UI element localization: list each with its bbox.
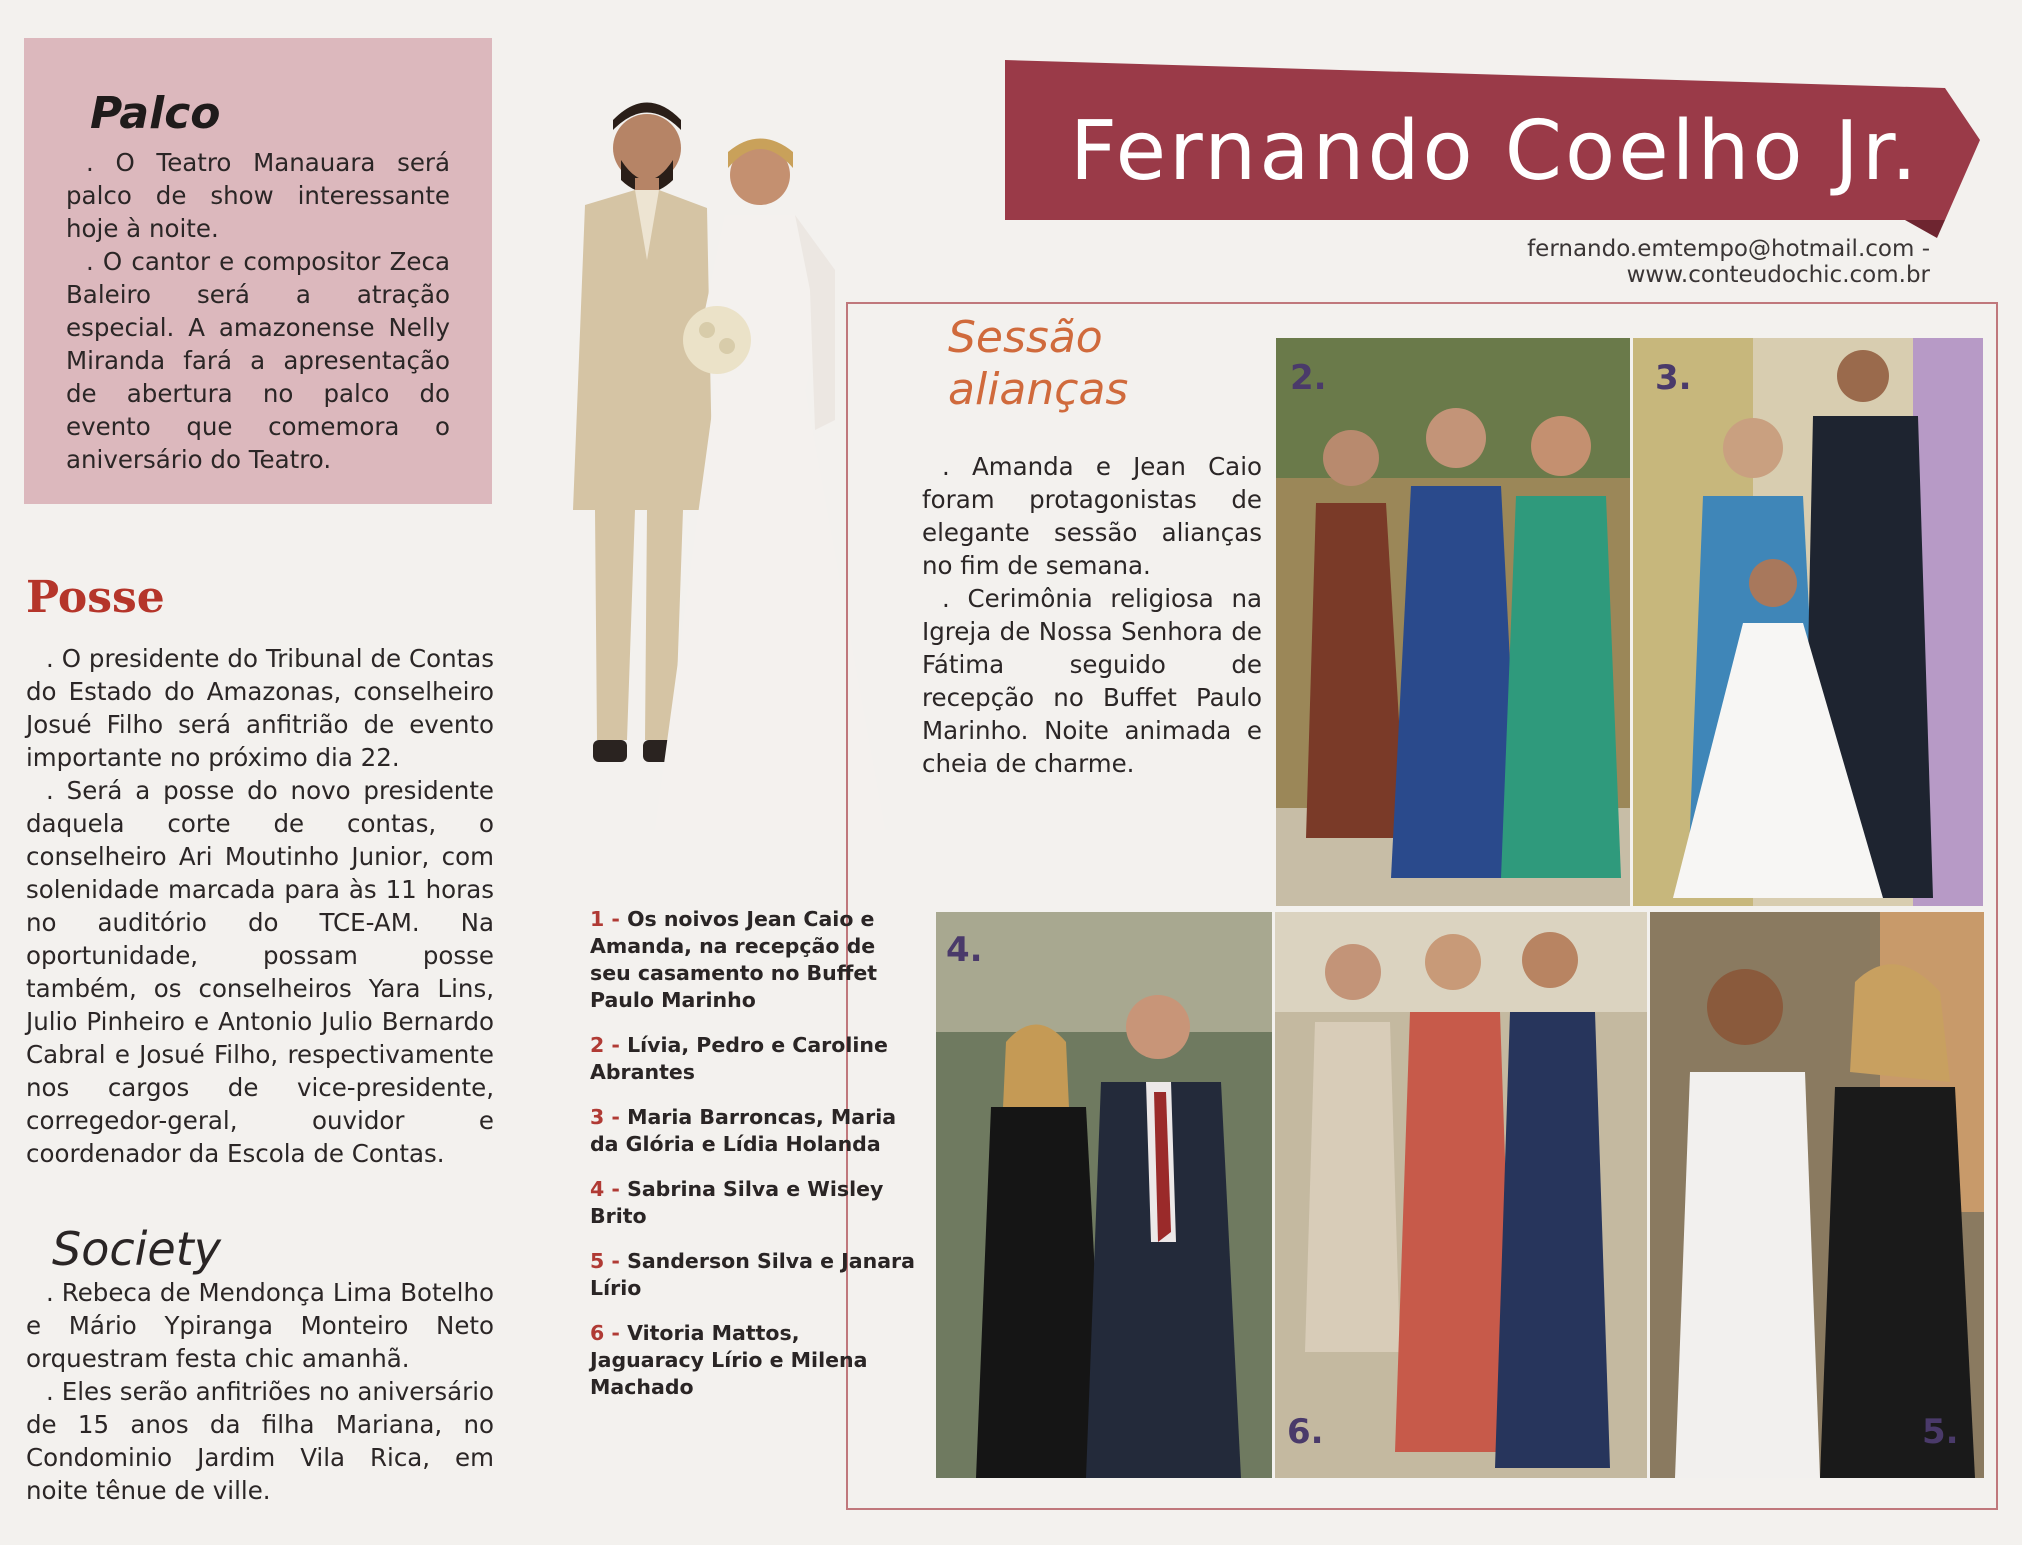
photo-number-4: 4. [946, 930, 983, 970]
caption-5: 5 - Sanderson Silva e Janara Lírio [590, 1249, 915, 1300]
photo-number-2: 2. [1290, 358, 1327, 398]
sessao-heading [948, 312, 1128, 416]
posse-text [26, 642, 494, 1170]
caption-6-text: Vitoria Mattos, Jaguaracy Lírio e Milena Machado [590, 1321, 868, 1399]
photo-number-3: 3. [1655, 358, 1692, 398]
society-paragraph-2: . Eles serão anfitriões no aniversário de 15 anos da filha Mariana, no Condominio Jardim Vila Rica, em noite tênue de ville. [26, 1377, 494, 1505]
society-paragraph-1: . Rebeca de Mendonça Lima Botelho e Mário Ypiranga Monteiro Neto orquestram festa chic amanhã. [26, 1278, 494, 1373]
sessao-heading-line-1: Sessão [948, 312, 1103, 363]
photo-captions [590, 906, 920, 1419]
caption-6-number: 6 [590, 1321, 605, 1345]
caption-4-text: Sabrina Silva e Wisley Brito [590, 1177, 884, 1228]
contact-line: fernando.emtempo@hotmail.com - www.conteudochic.com.br [1527, 236, 1930, 288]
caption-6: 6 - Vitoria Mattos, Jaguaracy Lírio e Milena Machado [590, 1321, 868, 1399]
photo-2 [1276, 338, 1630, 906]
caption-2: 2 - Lívia, Pedro e Caroline Abrantes [590, 1033, 888, 1084]
caption-3-number: 3 [590, 1105, 605, 1129]
photo-number-6: 6. [1287, 1412, 1324, 1452]
palco-paragraph-1: . O Teatro Manauara será palco de show interessante hoje à noite. [66, 148, 450, 243]
caption-4-number: 4 [590, 1177, 605, 1201]
photo-3 [1633, 338, 1983, 906]
posse-paragraph-1: . O presidente do Tribunal de Contas do Estado do Amazonas, conselheiro Josué Filho será anfitrião de evento importante no próximo dia 22. [26, 644, 494, 772]
caption-1-text: Os noivos Jean Caio e Amanda, na recepção de seu casamento no Buffet Paulo Marinho [590, 907, 878, 1012]
caption-1-number: 1 [590, 907, 605, 931]
society-text [26, 1276, 494, 1507]
photo-5 [1650, 912, 1984, 1478]
sessao-paragraph-1: . Amanda e Jean Caio foram protagonistas de elegante sessão alianças no fim de semana. [922, 452, 1262, 580]
posse-paragraph-2: . Será a posse do novo presidente daquela corte de contas, o conselheiro Ari Moutinho Junior, com solenidade marcada para às 11 horas no auditório do TCE-AM. Na oportunidade, possam posse também, os conselheiros Yara Lins, Julio Pinheiro e Antonio Julio Bernardo Cabral e Josué Filho, respectivamente nos cargos de vice-presidente, corregedor-geral, ouvidor e coordenador da Escola de Contas. [26, 776, 494, 1168]
caption-3-text: Maria Barroncas, Maria da Glória e Lídia Holanda [590, 1105, 897, 1156]
caption-4: 4 - Sabrina Silva e Wisley Brito [590, 1177, 884, 1228]
caption-3: 3 - Maria Barroncas, Maria da Glória e Lídia Holanda [590, 1105, 897, 1156]
posse-heading: Posse [26, 572, 165, 623]
sessao-paragraph-2: . Cerimônia religiosa na Igreja de Nossa Senhora de Fátima seguido de recepção no Buffet Paulo Marinho. Noite animada e cheia de charme. [922, 584, 1262, 778]
caption-1: 1 - Os noivos Jean Caio e Amanda, na recepção de seu casamento no Buffet Paulo Marinho [590, 907, 878, 1012]
photo-6 [1275, 912, 1647, 1478]
page-title: Fernando Coelho Jr. [1069, 104, 1921, 199]
sessao-text [922, 450, 1262, 780]
caption-2-number: 2 [590, 1033, 605, 1057]
sessao-heading-line-2: alianças [948, 364, 1129, 415]
photo-number-5: 5. [1922, 1412, 1959, 1452]
caption-5-text: Sanderson Silva e Janara Lírio [590, 1249, 915, 1300]
caption-2-text: Lívia, Pedro e Caroline Abrantes [590, 1033, 888, 1084]
palco-text [66, 146, 450, 476]
caption-5-number: 5 [590, 1249, 605, 1273]
palco-heading: Palco [90, 88, 221, 139]
palco-paragraph-2: . O cantor e compositor Zeca Baleiro será a atração especial. A amazonense Nelly Miranda fará a apresentação de abertura no palco do evento que comemora o aniversário do Teatro. [66, 247, 450, 474]
photo-4 [936, 912, 1272, 1478]
society-heading: Society [52, 1222, 221, 1276]
